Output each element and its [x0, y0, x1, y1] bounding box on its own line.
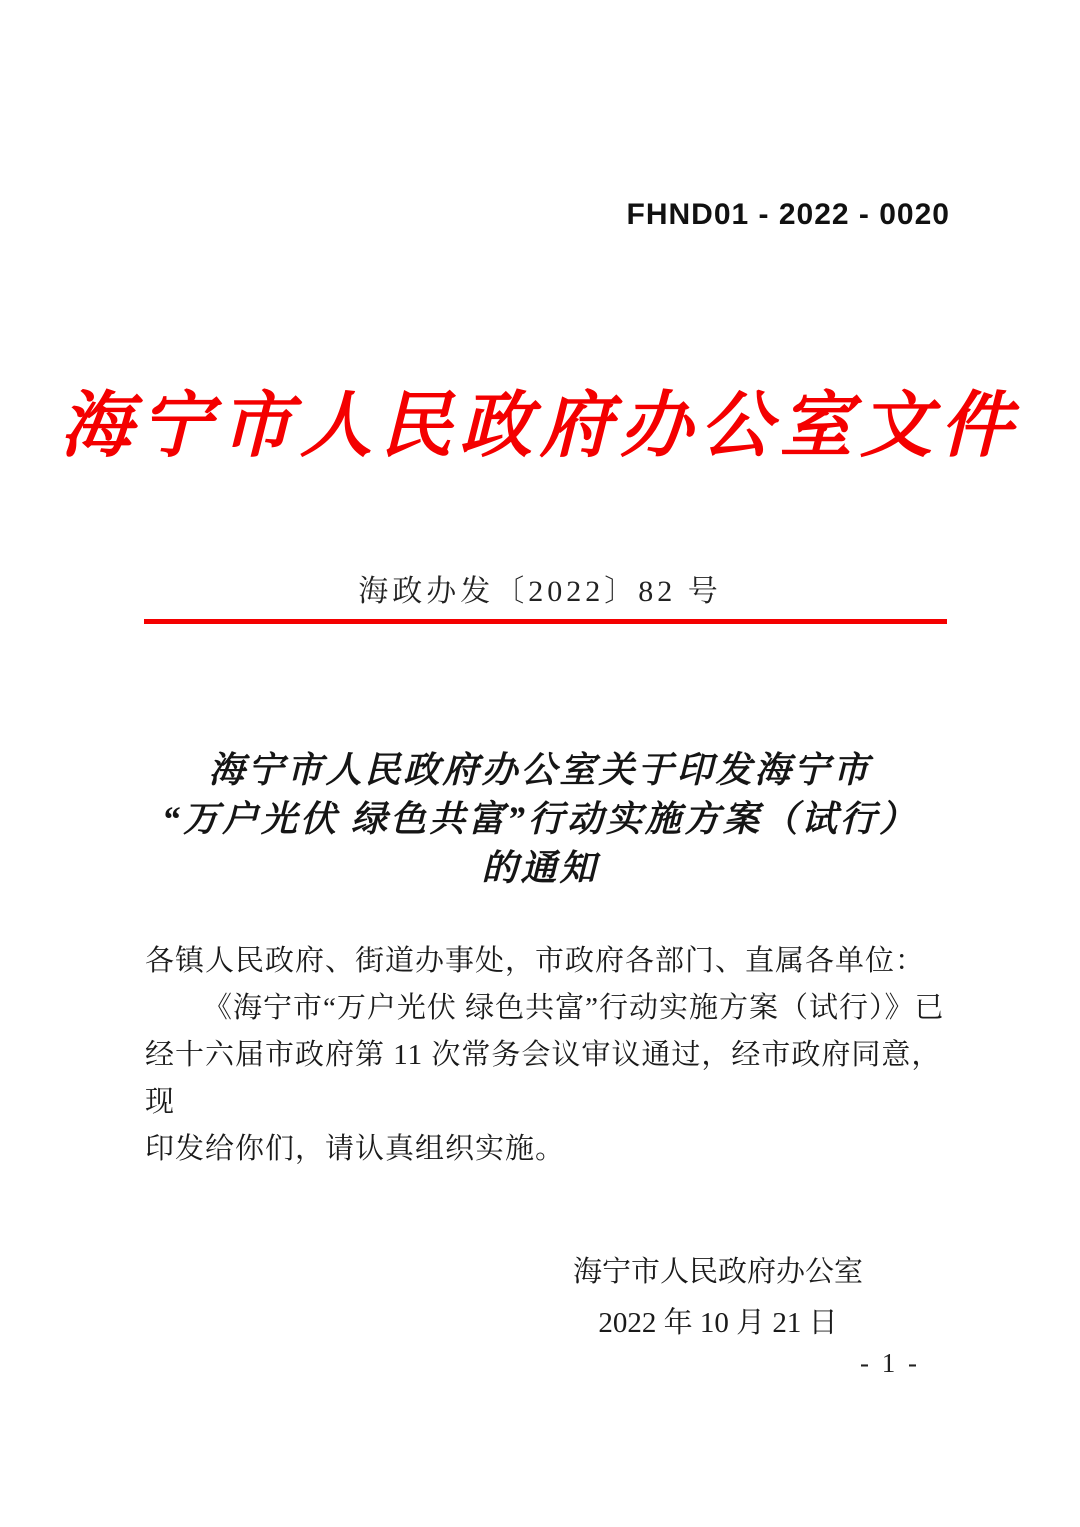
doc-title: [0, 746, 1080, 893]
body-line-2: 《海宁市“万户光伏 绿色共富”行动实施方案（试行）》已: [203, 992, 945, 1024]
red-divider-line: [144, 619, 947, 624]
body-text: [145, 938, 949, 1173]
doc-title-line-1: 海宁市人民政府办公室关于印发海宁市: [208, 750, 872, 790]
salutation-line: 各镇人民政府、街道办事处，市政府各部门、直属各单位：: [145, 945, 926, 977]
page-number: - 1 -: [860, 1348, 920, 1378]
body-line-4: 印发给你们，请认真组织实施。: [145, 1133, 566, 1165]
signature-block: [538, 1254, 898, 1341]
doc-title-line-3: 的通知: [481, 848, 599, 888]
doc-reference-number: 海政办发〔2022〕82 号: [358, 575, 722, 608]
issuing-office: 海宁市人民政府办公室: [572, 1256, 863, 1288]
red-header-banner-title: 海宁市人民政府办公室文件: [59, 386, 1020, 466]
issue-date: 2022 年 10 月 21 日: [598, 1307, 838, 1339]
body-line-3: 经十六届市政府第 11 次常务会议审议通过，经市政府同意，现: [145, 1039, 942, 1118]
doc-title-line-2: “万户光伏 绿色共富”行动实施方案（试行）: [161, 799, 918, 839]
doc-classification-code: FHND01 - 2022 - 0020: [626, 198, 950, 231]
